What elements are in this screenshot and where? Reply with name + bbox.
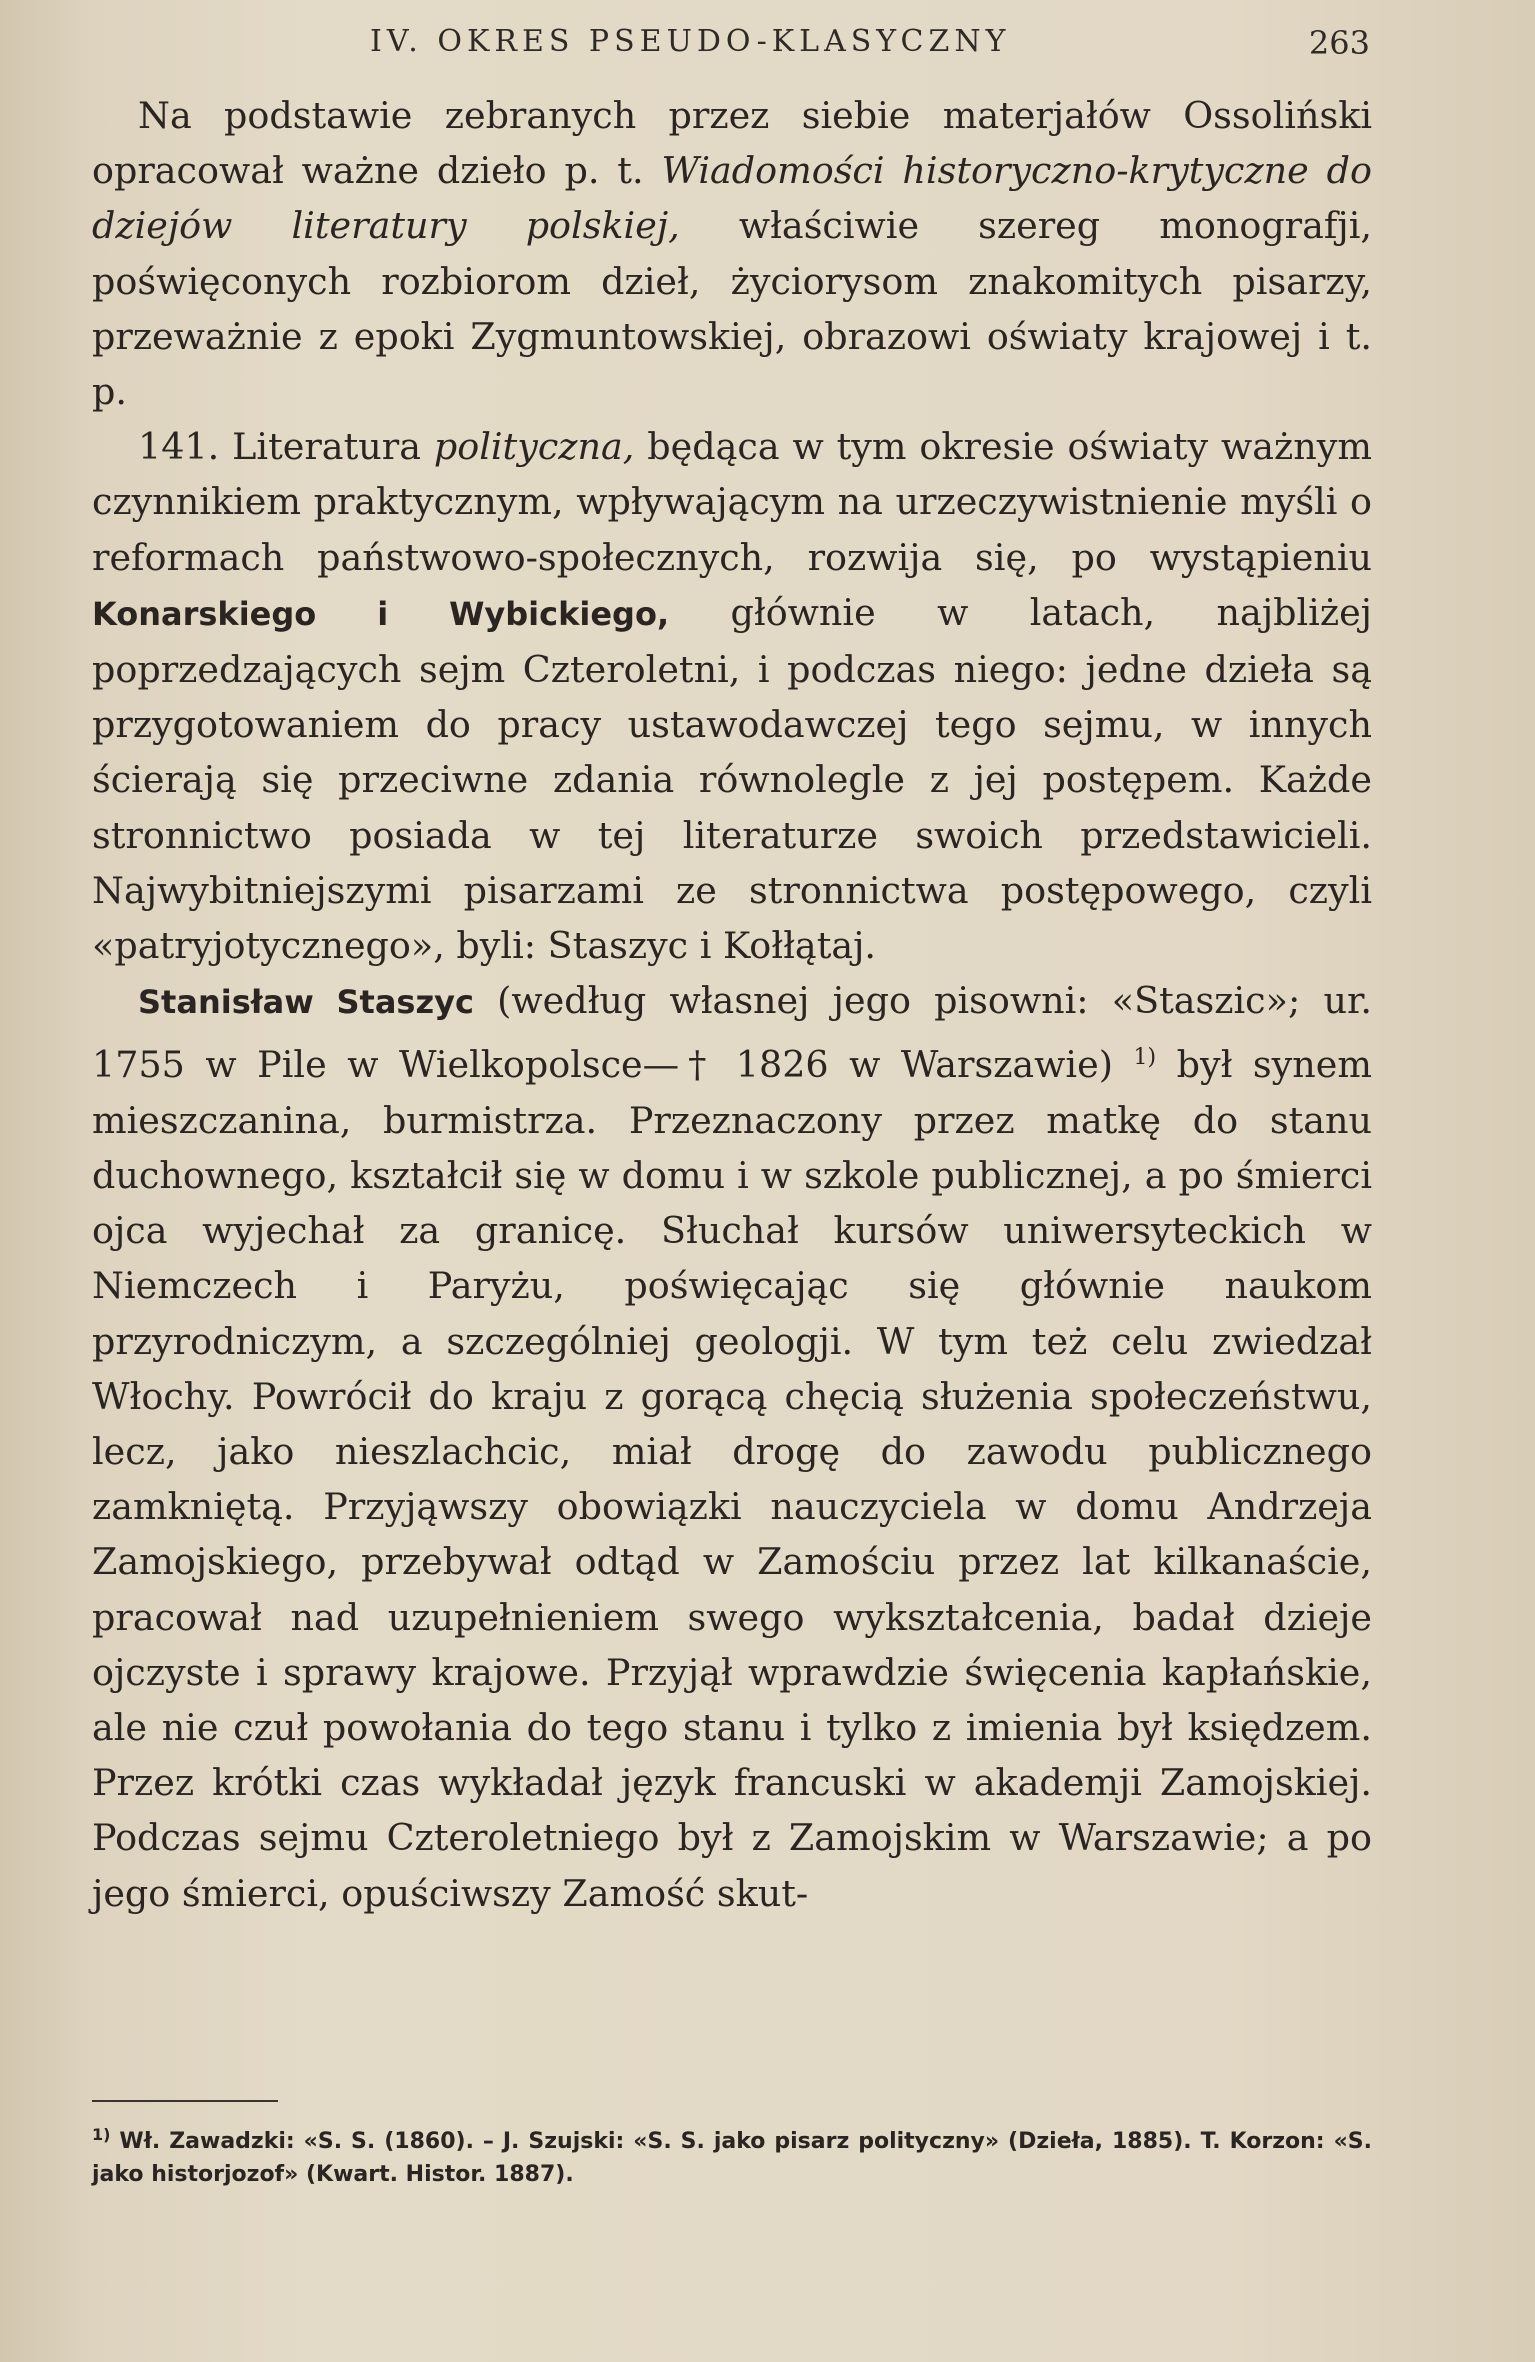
page-number: 263: [1308, 24, 1370, 62]
paragraph-text: był synem mieszczanina, burmistrza. Przeznaczony przez matkę do stanu duchownego, kształcił się w domu i w szkole publicznej, a po śmierci ojca wyjechał za granicę. Słuchał kursów uniwersyteckich w Niemczech i Paryżu, poświęcając się głównie naukom przyrodniczym, a szczególniej geologji. W tym też celu zwiedzał Włochy. Powrócił do kraju z gorącą chęcią służenia społeczeństwu, lecz, jako nieszlachcic, miał drogę do zawodu publicznego zamkniętą. Przyjąwszy obowiązki nauczyciela w domu Andrzeja Zamojskiego, przebywał odtąd w Zamościu przez lat kilkanaście, pracował nad uzupełnieniem swego wykształcenia, badał dzieje ojczyste i sprawy krajowe. Przyjął wprawdzie święcenia kapłańskie, ale nie czuł powołania do tego stanu i tylko z imienia był księdzem. Przez krótki czas wykładał język francuski w akademji Zamojskiej. Podczas sejmu Czteroletniego był z Zamojskim w Warszawie; a po jego śmierci, opuściwszy Zamość skut-: [92, 1043, 1372, 1915]
paragraph-staszyc: [92, 973, 1372, 1921]
paragraph-text: (według własnej jego pisowni: «Staszic»; ur. 1755 w Pile w Wielkopolsce—† 1826 w Warszawie): [92, 979, 1372, 1087]
paragraph-ossolinski: [92, 88, 1372, 419]
author-names: Konarskiego i Wybickiego,: [92, 594, 670, 633]
footnote-divider: [92, 2100, 278, 2102]
running-title: IV. OKRES PSEUDO-KLASYCZNY: [370, 24, 1011, 59]
footnote: [92, 2118, 1372, 2191]
paragraph-text: właściwie szereg monografji, poświęconych rozbiorom dzieł, życiorysom znakomitych pisarzy, przeważnie z epoki Zygmuntowskiej, obrazowi oświaty krajowej i t. p.: [92, 204, 1372, 414]
author-name: Stanisław Staszyc: [138, 983, 474, 1022]
paragraph-text: głównie w latach, najbliżej poprzedzających sejm Czteroletni, i podczas niego: jedne dzieła są przygotowaniem do pracy ustawodawczej tego sejmu, w innych ścierają się przeciwne zdania równolegle z jej postępem. Każde stronnictwo posiada w tej literaturze swoich przedstawicieli. Najwybitniejszymi pisarzami ze stronnictwa postępowego, czyli «patryjotycznego», byli: Staszyc i Kołłątaj.: [92, 590, 1372, 968]
body-text: [92, 88, 1372, 1921]
paragraph-141-political-literature: [92, 419, 1372, 973]
paragraph-text: będąca w tym okresie oświaty ważnym czynnikiem praktycznym, wpływającym na urzeczywistnienie myśli o reformach państwowo-społecznych, rozwija się, po wystąpieniu: [92, 425, 1372, 579]
footnote-text: Wł. Zawadzki: «S. S. (1860). – J. Szujski: «S. S. jako pisarz polityczny» (Dzieła, 1885). T. Korzon: «S. jako historjozof» (Kwart. Histor. 1887).: [92, 2129, 1372, 2187]
section-number: 141.: [138, 425, 220, 469]
emphasis-italic: polityczna,: [433, 425, 635, 469]
footnote-reference: 1): [1133, 1045, 1157, 1071]
paragraph-text: Na podstawie zebranych przez siebie materjałów Ossoliński opracował ważne dzieło p. t.: [92, 94, 1372, 193]
paragraph-text: Literatura: [219, 425, 434, 469]
book-title-italic: Wiadomości historyczno-krytyczne do dziejów literatury polskiej,: [92, 149, 1372, 248]
footnote-marker: 1): [92, 2125, 111, 2144]
